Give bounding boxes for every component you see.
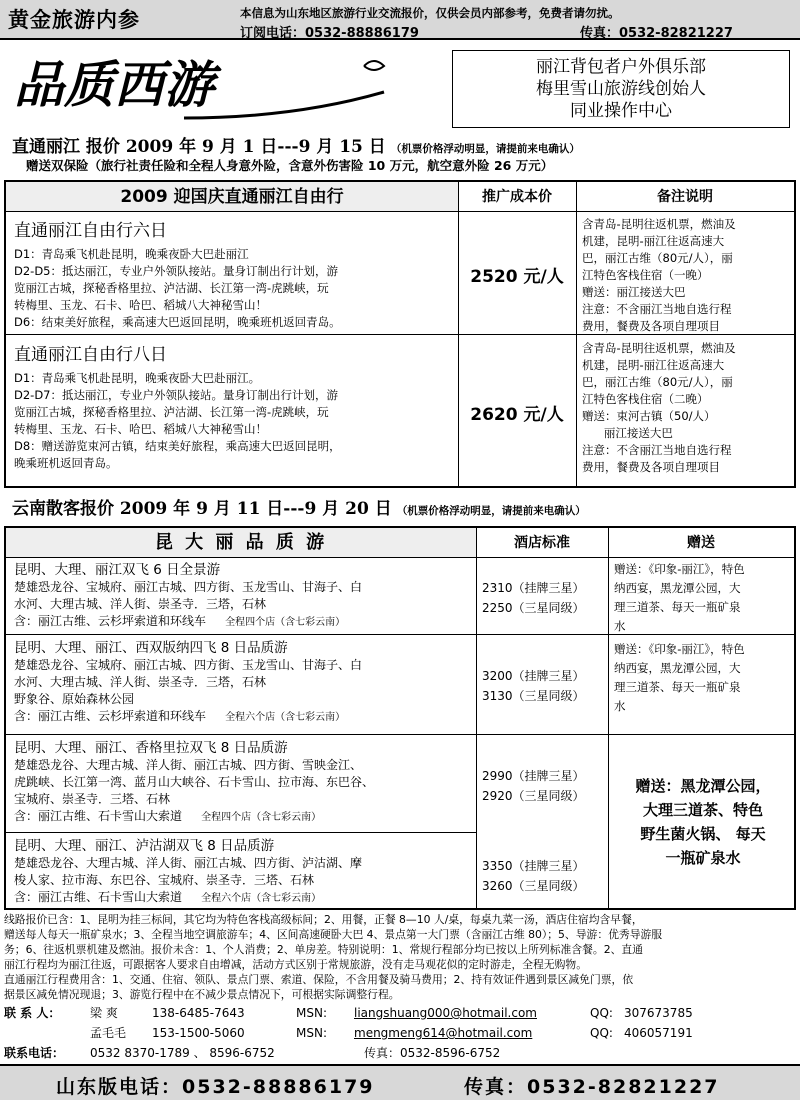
header-bar <box>0 0 800 40</box>
table-yunnan-tours <box>4 526 796 910</box>
fine-print-line: 据景区减免情况现退；3、游览行程中在不减少景点情况下，可根据实际调整行程。 <box>4 988 400 1001</box>
quote2-line <box>12 494 586 519</box>
route-title: 昆明、大理、丽江、泸沽湖双飞 8 日品质游 <box>14 838 275 854</box>
gift-line: 一瓶矿泉水 <box>665 849 741 867</box>
note-line: 注意：不含丽江当地自选行程 <box>582 302 732 316</box>
contact-qq: 307673785 <box>624 1006 693 1020</box>
package-notes <box>582 216 792 335</box>
quote2-note: （机票价格浮动明显，请提前来电确认） <box>396 505 586 517</box>
tel-label: 联系电话： <box>4 1046 65 1060</box>
hotel-price-equal: 3130（三星同级） <box>482 689 585 703</box>
contact-name: 梁 爽 <box>90 1006 118 1020</box>
route-incl: 含：丽江古维、石卡雪山大索道 <box>14 890 183 904</box>
gift-line: 野生菌火锅、 每天 <box>640 825 766 843</box>
route-block <box>14 562 474 631</box>
msn-label: MSN: <box>296 1026 327 1040</box>
gift-line: 赠送：《印象-丽江》，特色 <box>614 642 745 656</box>
package-title: 直通丽江自由行八日 <box>14 345 167 365</box>
route-title: 昆明、大理、丽江、西双版纳四飞 8 日品质游 <box>14 640 288 656</box>
gift-line: 水 <box>614 619 626 633</box>
quote1-title: 直通丽江 报价 2009 年 9 月 1 日---9 月 15 日 <box>12 137 386 157</box>
note-line: 机建，昆明-丽江往返高速大 <box>582 358 725 372</box>
route-incl-line <box>14 808 474 826</box>
package-title: 直通丽江自由行六日 <box>14 221 167 241</box>
route-incl: 含：丽江古维、石卡雪山大索道 <box>14 809 183 823</box>
hotel-price-equal: 2920（三星同级） <box>482 789 585 803</box>
hotel-price-equal: 2250（三星同级） <box>482 601 585 615</box>
hotel-prices <box>482 766 585 806</box>
note-line: 赠送：丽江接送大巴 <box>582 285 686 299</box>
route-line: 梭人家、拉市海、东巴谷、宝城府、崇圣寺．三塔、石林 <box>14 873 315 887</box>
table2-title: 昆 大 丽 品 质 游 <box>6 528 476 558</box>
route-block <box>14 640 474 726</box>
brand-title: 黄金旅游内参 <box>8 8 140 32</box>
contact-msn[interactable]: mengmeng614@hotmail.com <box>354 1026 533 1040</box>
itinerary-line: 晚乘班机返回青岛。 <box>14 456 118 470</box>
footer-bar <box>0 1064 800 1100</box>
logo-swoosh <box>184 92 384 118</box>
package-price: 2620 元/人 <box>470 405 564 425</box>
note-line: 含青岛-昆明往返机票，燃油及 <box>582 341 736 355</box>
hotel-price-listed: 2990（挂牌三星） <box>482 769 585 783</box>
fine-print-line: 线路报价已含：1、昆明为挂三标间，其它均为特色客栈高级标间；2、用餐，正餐 8—10 人/桌，每桌九菜一汤，酒店住宿均含早餐， <box>4 913 643 926</box>
note-line: 费用，餐费及各项自理项目 <box>582 319 720 333</box>
itinerary-line: D1：青岛乘飞机赴昆明，晚乘夜卧大巴赴丽江 <box>14 247 249 261</box>
route-line: 宝城府、崇圣寺．三塔、石林 <box>14 792 171 806</box>
itinerary-line: D2-D5：抵达丽江，专业户外领队接站。量身订制出行计划，游 <box>14 264 338 278</box>
club-line-1: 丽江背包者户外俱乐部 <box>536 57 706 77</box>
note-line: 巴，丽江古维（80元/人），丽 <box>582 251 733 265</box>
footer-fax: 传真：0532-82821227 <box>464 1076 720 1098</box>
fine-print-line: 赠送每人每天一瓶矿泉水；3、全程当地空调旅游车；4、区间高速硬卧大巴 4、景点第一大门票（含丽江古维 80）；5、导游：优秀导游服 <box>4 928 663 941</box>
cloud-icon <box>364 61 384 70</box>
logo-text: 品质西游 <box>14 55 214 114</box>
contact-qq: 406057191 <box>624 1026 693 1040</box>
quote2-title: 云南散客报价 2009 年 9 月 11 日---9 月 20 日 <box>12 499 392 519</box>
gift-line: 大理三道茶、特色 <box>642 801 763 819</box>
itinerary-line: 览丽江古城，探秘香格里拉、泸沽湖、长江第一湾-虎跳峡，玩 <box>14 405 329 419</box>
route-line: 楚雄恐龙谷、大理古城、洋人街、丽江古城、四方街、泸沽湖、摩 <box>14 856 363 870</box>
contact-name: 孟毛毛 <box>90 1026 127 1040</box>
subscribe-phone: 订阅电话：0532-88886179 <box>240 26 419 41</box>
note-line: 赠送：束河古镇（50/人） <box>582 409 716 423</box>
contact-phone: 153-1500-5060 <box>152 1026 245 1040</box>
note-line: 江特色客栈住宿（二晚） <box>582 392 709 406</box>
hotel-price-listed: 2310（挂牌三星） <box>482 581 585 595</box>
hotel-price-listed: 3200（挂牌三星） <box>482 669 585 683</box>
hotel-prices <box>482 578 585 618</box>
club-line-2: 梅里雪山旅游线创始人 <box>536 79 706 99</box>
header-notice: 本信息为山东地区旅游行业交流报价，仅供会员内部参考，免费者请勿扰。 <box>240 6 620 20</box>
quote1-line <box>12 132 580 157</box>
col-note-header: 备注说明 <box>576 182 794 212</box>
note-line: 丽江接送大巴 <box>582 426 673 440</box>
gift-block <box>614 640 794 716</box>
route-line: 水河、大理古城、洋人街、崇圣寺．三塔，石林 <box>14 597 267 611</box>
note-line: 机建，昆明-丽江往返高速大 <box>582 234 725 248</box>
route-title: 昆明、大理、丽江双飞 6 日全景游 <box>14 562 221 578</box>
route-incl: 含：丽江古维、云杉坪索道和环线车 <box>14 709 207 723</box>
contact-msn[interactable]: liangshuang000@hotmail.com <box>354 1006 537 1020</box>
itinerary-line: 转梅里、玉龙、石卡、哈巴、稻城八大神秘雪山！ <box>14 298 267 312</box>
route-block <box>14 740 474 826</box>
gift-line: 纳西宴，黑龙潭公园，大 <box>614 661 741 675</box>
fine-print-line: 务；6、往返机票机建及燃油。报价未含：1、个人消费；2、单房差。特别说明：1、常规行程部分均已按以上所列标准含餐。2、直通 <box>4 943 643 956</box>
note-line: 江特色客栈住宿（一晚） <box>582 268 709 282</box>
hotel-price-equal: 3260（三星同级） <box>482 879 585 893</box>
gift-line: 水 <box>614 699 626 713</box>
club-info-box <box>452 50 790 128</box>
note-line: 注意：不含丽江当地自选行程 <box>582 443 732 457</box>
fine-print <box>4 912 796 1002</box>
route-shops: 全程六个店（含七彩云南） <box>201 893 322 904</box>
itinerary-line: D6：结束美好旅程，乘高速大巴返回昆明，晚乘班机返回青岛。 <box>14 315 341 329</box>
logo <box>14 52 394 124</box>
route-shops: 全程四个店（含七彩云南） <box>201 812 322 823</box>
package-price: 2520 元/人 <box>470 267 564 287</box>
col-gift-header: 赠送 <box>608 528 794 558</box>
package-itinerary <box>14 370 454 472</box>
itinerary-line: D8：赠送游览束河古镇，结束美好旅程，乘高速大巴返回昆明， <box>14 439 341 453</box>
gift-line: 纳西宴，黑龙潭公园，大 <box>614 581 741 595</box>
itinerary-line: D2-D7：抵达丽江，专业户外领队接站。量身订制出行计划，游 <box>14 388 338 402</box>
header-fax: 传真：0532-82821227 <box>580 26 733 41</box>
insurance-note: 赠送双保险（旅行社责任险和全程人身意外险，含意外伤害险 10 万元，航空意外险 26 万元） <box>26 158 554 173</box>
table-liujiang-freestyle <box>4 180 796 488</box>
gift-line: 赠送：《印象-丽江》，特色 <box>614 562 745 576</box>
itinerary-line: D1：青岛乘飞机赴昆明，晚乘夜卧大巴赴丽江。 <box>14 371 261 385</box>
route-incl-line <box>14 708 474 726</box>
col-hotel-header: 酒店标准 <box>476 528 608 558</box>
route-line: 水河、大理古城、洋人街、崇圣寺．三塔，石林 <box>14 675 267 689</box>
route-incl-line <box>14 613 474 631</box>
route-line: 虎跳峡、长江第一湾、蓝月山大峡谷、石卡雪山、拉市海、东巴谷、 <box>14 775 375 789</box>
itinerary-line: 览丽江古城，探秘香格里拉、泸沽湖、长江第一湾-虎跳峡，玩 <box>14 281 329 295</box>
route-line: 楚雄恐龙谷、大理古城、洋人街、丽江古城、四方街、雪映金江、 <box>14 758 363 772</box>
package-itinerary <box>14 246 454 331</box>
gift-line: 赠送：黑龙潭公园， <box>635 777 771 795</box>
fine-print-line: 丽江行程均为丽江往返，可跟据客人要求自由增减，活动方式区别于常规旅游，没有走马观花似的定时游走，全程无购物。 <box>4 958 588 971</box>
route-block <box>14 838 474 907</box>
route-shops: 全程四个店（含七彩云南） <box>225 617 346 628</box>
gift-line: 理三道茶、每天一瓶矿泉 <box>614 600 741 614</box>
route-line: 野象谷、原始森林公园 <box>14 692 135 706</box>
route-title: 昆明、大理、丽江、香格里拉双飞 8 日品质游 <box>14 740 288 756</box>
gift-block-large <box>612 774 794 870</box>
route-incl: 含：丽江古维、云杉坪索道和环线车 <box>14 614 207 628</box>
hotel-prices <box>482 856 585 896</box>
contact-tel: 0532 8370-1789 、 8596-6752 <box>90 1046 275 1060</box>
col-price-header: 推广成本价 <box>458 182 576 212</box>
hotel-price-listed: 3350（挂牌三星） <box>482 859 585 873</box>
note-line: 巴，丽江古维（80元/人），丽 <box>582 375 733 389</box>
package-notes <box>582 340 792 476</box>
route-incl-line <box>14 889 474 907</box>
contact-fax: 传真：0532-8596-6752 <box>364 1046 501 1060</box>
club-line-3: 同业操作中心 <box>570 101 672 121</box>
table1-title: 2009 迎国庆直通丽江自由行 <box>6 182 458 212</box>
gift-block <box>614 560 794 636</box>
hotel-prices <box>482 666 585 706</box>
itinerary-line: 转梅里、玉龙、石卡、哈巴、稻城八大神秘雪山！ <box>14 422 267 436</box>
route-shops: 全程六个店（含七彩云南） <box>225 712 346 723</box>
route-line: 楚雄恐龙谷、宝城府、丽江古城、四方街、玉龙雪山、甘海子、白 <box>14 580 363 594</box>
contact-label: 联 系 人： <box>4 1006 61 1020</box>
gift-line: 理三道茶、每天一瓶矿泉 <box>614 680 741 694</box>
qq-label: QQ: <box>590 1026 613 1040</box>
note-line: 费用，餐费及各项自理项目 <box>582 460 720 474</box>
msn-label: MSN: <box>296 1006 327 1020</box>
note-line: 含青岛-昆明往返机票，燃油及 <box>582 217 736 231</box>
footer-phone: 山东版电话：0532-88886179 <box>56 1076 375 1098</box>
fine-print-line: 直通丽江行程费用含：1、交通、住宿、领队、景点门票、索道、保险，不含用餐及骑马费用；2、持有效证件遇到景区减免门票，依 <box>4 973 634 986</box>
quote1-note: （机票价格浮动明显，请提前来电确认） <box>390 143 580 155</box>
qq-label: QQ: <box>590 1006 613 1020</box>
contact-phone: 138-6485-7643 <box>152 1006 245 1020</box>
route-line: 楚雄恐龙谷、宝城府、丽江古城、四方街、玉龙雪山、甘海子、白 <box>14 658 363 672</box>
